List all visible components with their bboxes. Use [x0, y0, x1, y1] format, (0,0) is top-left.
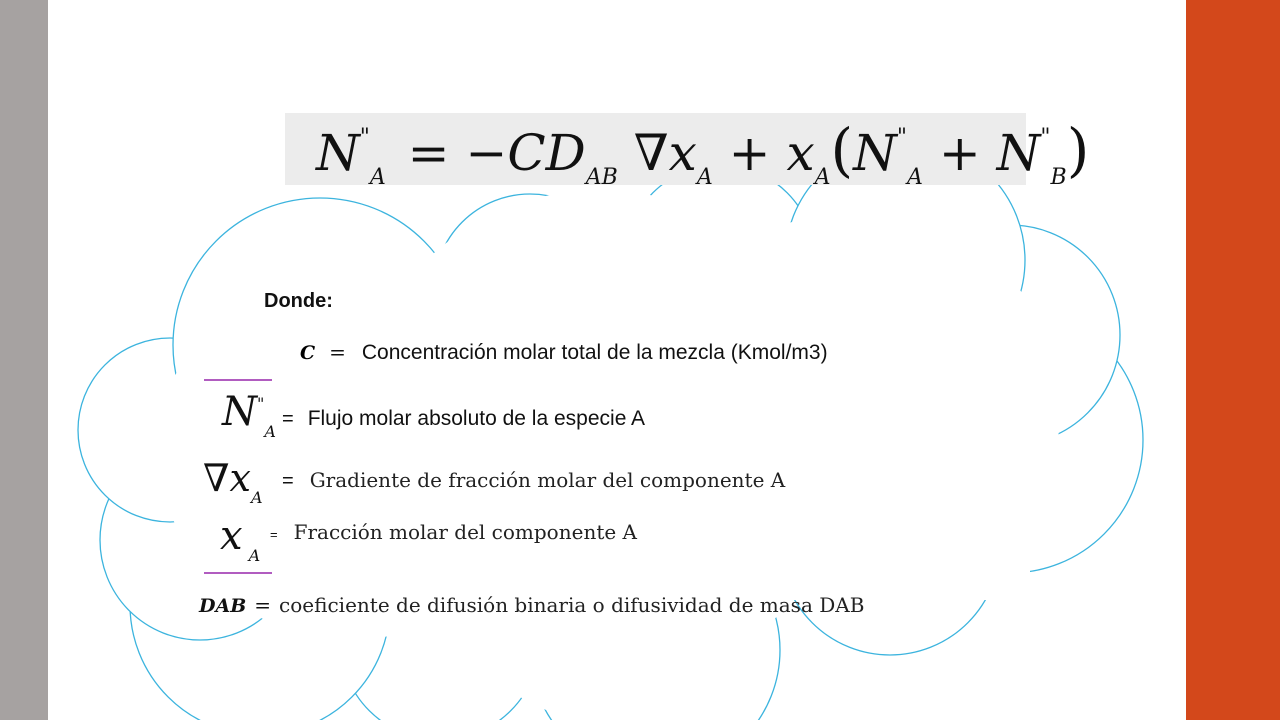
grad-x: x: [229, 456, 251, 500]
x-description: Fracción molar del componente A: [293, 520, 637, 544]
formula-n2: N: [853, 124, 897, 182]
n-prime: ": [257, 394, 265, 413]
n-letter: N: [222, 389, 257, 435]
formula-prime: ": [359, 125, 370, 150]
formula-plus2: +: [938, 124, 981, 182]
definition-dab-row: [199, 591, 864, 619]
c-description: Concentración molar total de la mezcla (Kmol/m3): [361, 341, 828, 364]
formula-x2: x: [786, 124, 815, 182]
grad-description: Gradiente de fracción molar del componente A: [309, 468, 786, 492]
formula-n3: N: [996, 124, 1041, 182]
formula-nabla: ∇: [633, 124, 669, 182]
formula-prime3: ": [1040, 125, 1051, 150]
c-equals: =: [329, 340, 346, 364]
accent-line-top: [204, 379, 272, 381]
definitions-heading: Donde:: [264, 290, 333, 312]
formula-cd: −CD: [465, 124, 586, 182]
formula-n: N: [316, 124, 360, 182]
formula-x-sub: A: [696, 165, 713, 190]
symbol-flux-n: [222, 388, 276, 444]
formula-lparen: (: [830, 116, 854, 184]
symbol-dab: DAB: [199, 595, 247, 617]
grad-equals: =: [282, 470, 294, 492]
symbol-gradient-x: [203, 454, 263, 510]
formula-equals: =: [407, 124, 450, 182]
definition-x-row: [270, 518, 637, 546]
n-equals: =: [282, 408, 294, 430]
definition-c-row: [300, 338, 828, 366]
symbol-c: C: [300, 342, 316, 364]
symbol-x: [220, 512, 260, 568]
n-description: Flujo molar absoluto de la especie A: [307, 407, 646, 430]
x-sub: A: [248, 546, 261, 565]
formula-prime2: ": [896, 125, 908, 150]
formula-sub: A: [369, 165, 386, 190]
formula-x: x: [668, 124, 697, 182]
x-equals: =: [270, 527, 278, 542]
formula-plus: +: [728, 124, 771, 182]
n-sub: A: [264, 422, 276, 441]
formula-x2-sub: A: [814, 165, 831, 190]
grad-nabla: ∇: [203, 456, 230, 500]
grad-sub: A: [250, 488, 263, 507]
definition-n-row: [282, 405, 645, 433]
definition-gradient-row: [282, 466, 785, 494]
main-formula: [316, 116, 1090, 190]
formula-n2-sub: A: [907, 165, 923, 190]
dab-equals: =: [254, 593, 272, 617]
formula-ab-sub: AB: [585, 165, 618, 190]
x-letter: x: [220, 513, 243, 559]
dab-description: coeficiente de difusión binaria o difusividad de masa DAB: [279, 593, 865, 617]
formula-b-sub: B: [1050, 165, 1067, 190]
formula-rparen: ): [1066, 116, 1090, 184]
accent-line-bottom: [204, 572, 272, 574]
